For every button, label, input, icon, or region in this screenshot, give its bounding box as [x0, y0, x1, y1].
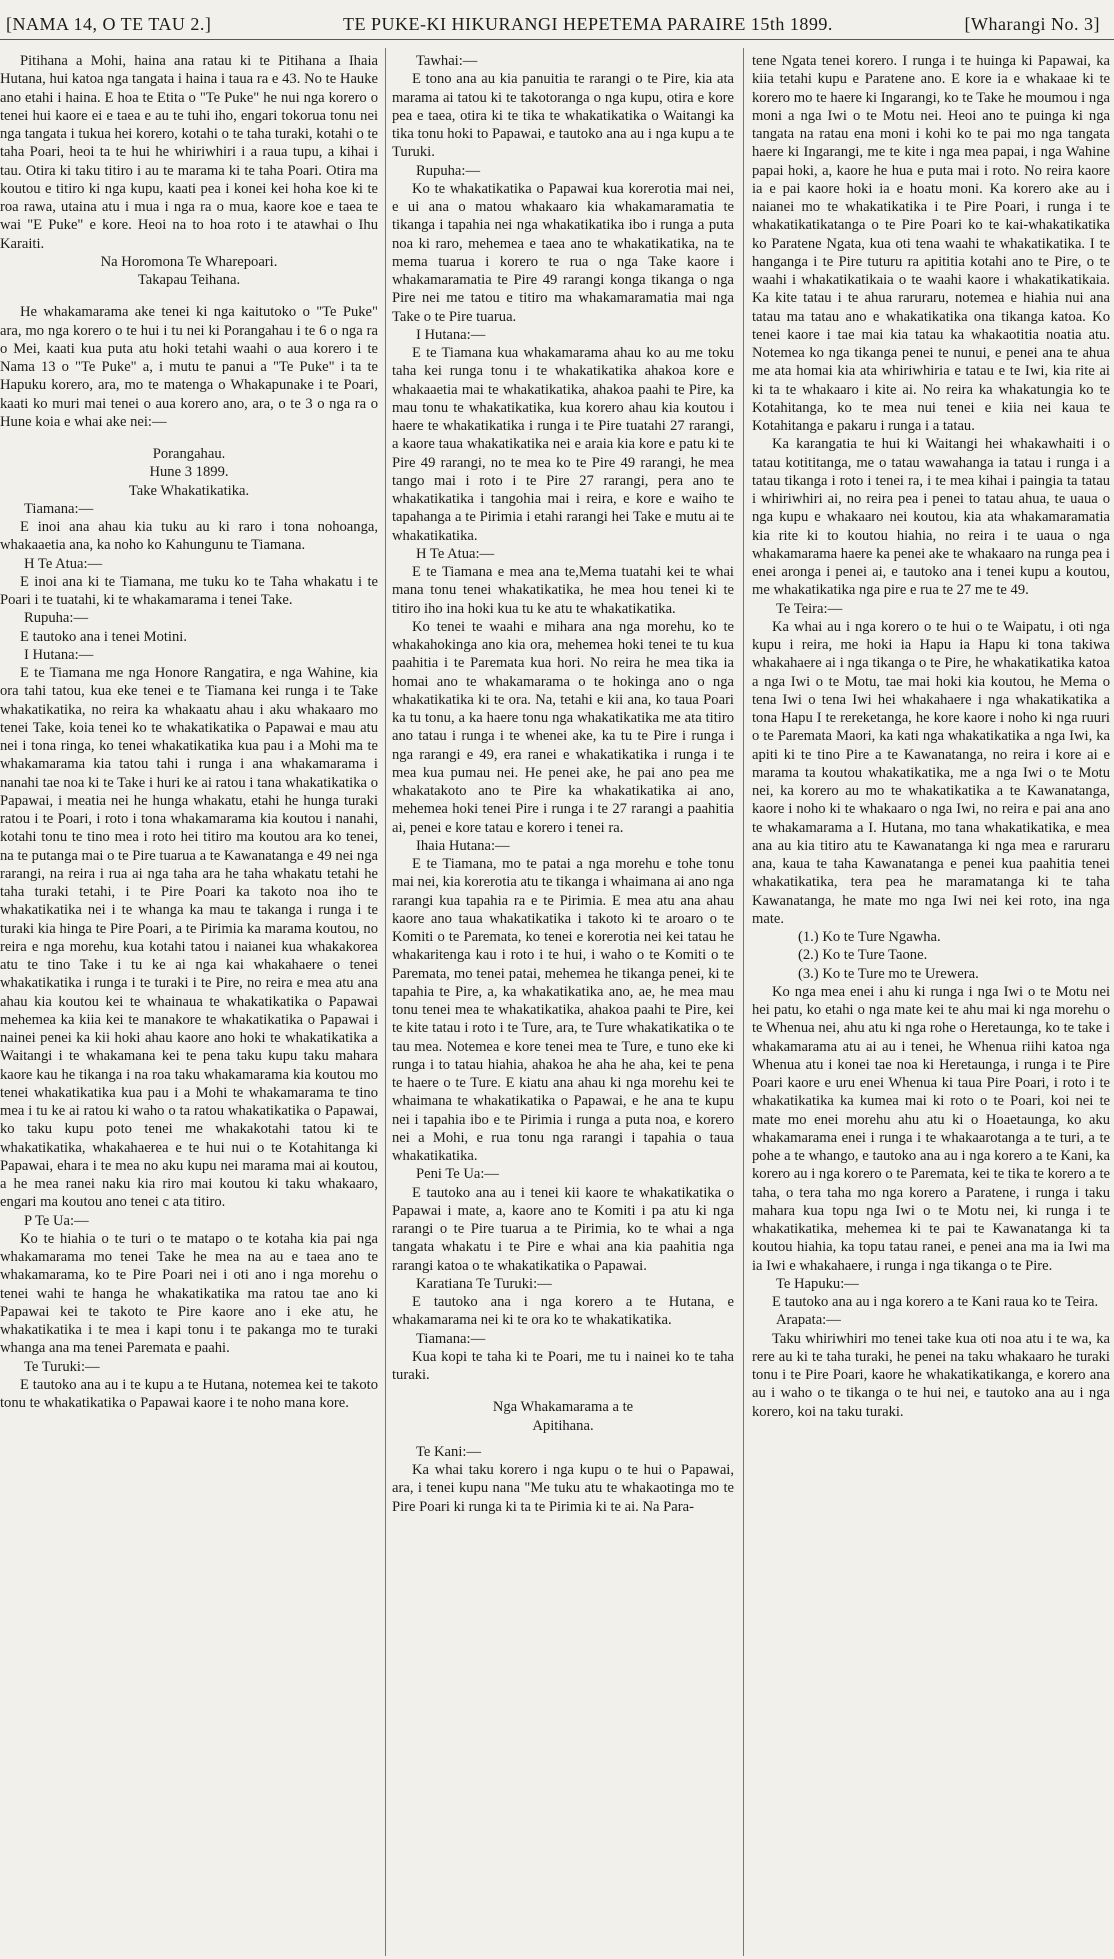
- speaker-heading: Tiamana:—: [24, 500, 94, 517]
- page-header: [0, 0, 1114, 40]
- issue-number: [NAMA 14, O TE TAU 2.]: [6, 14, 212, 34]
- page-number: [Wharangi No. 3]: [964, 14, 1100, 34]
- column-3: [752, 52, 1110, 1957]
- signature: Takapau Teihana.: [137, 272, 241, 288]
- section-heading: Take Whakatikatika.: [128, 482, 250, 499]
- paragraph: E tono ana au kia panuitia te rarangi o te Pire, kia ata marama ai tatou ki te takotoranga o nga kupu, otira e kore pea e taea, otira ki te tika te whakatikatika o Waitangi ka tika tonu hoki to Papawai, e tautoko ana au i nga kupu a te Turuki.: [392, 71, 734, 161]
- spacer: [0, 431, 378, 445]
- speaker-heading: Te Turuki:—: [24, 1358, 100, 1375]
- paragraph: E tautoko ana au i nga korero a te Kani raua ko te Teira.: [772, 1294, 1099, 1310]
- paragraph: E te Tiamana kua whakamarama ahau ko au me toku taha kei runga tonu i te whakatikatika ahakoa kore e whakaaetia mai te whakatikatika, ahakoa paahi te Pire, ka mau tonu te whakatikatika, kua korero ahau kia koutou i haere te whakatikatika i runga i te Pire tuatahi 27 rarangi, a kaore taua whakatikatika nei e araia kia kore e patu ki te Pire 49 rarangi, no te mea ko te Pire 49 rarangi, he mea tango mai i roto i te Pire 27 rarangi, pera ano te whakatikatika i tangohia mai i reira, e kore e waiho te tapahanga a te Pirimia i etahi rarangi hei Take e mutu ai te whakatikatika.: [392, 345, 734, 544]
- spacer: [0, 289, 378, 303]
- spacer: [392, 1384, 734, 1398]
- paragraph: Ko te whakatikatika o Papawai kua korerotia mai nei, e ui ana o matou whakaaro kia whakamaramatia te tikanga i tapahia nei nga whakatikatika ibo i runga a puta noa ki raro, mehemea e taea ano te whakatikatika, na te mema tuarua i korero te rua o nga Take kaore i whakamaramatia te Pire 49 rarangi konga tikanga o nga Pire nei me tatou e titiro ma whakamaramatia mai nga Take o te Pire tuarua.: [392, 180, 734, 325]
- paragraph: Ko te hiahia o te turi o te matapo o te kotaha kia pai nga whakamarama mo tenei Take he mea na au e taea ano te whakamarama, ko te Pire Poari nei i oti ano i nga morehu o tenei wahi te hanga he whakatikatika ma ratou tae ano ki Papawai kei te takoto te Pire kaore ano i eke atu, he whakatikatika i te mea i kapi tonu i te pakanga mo te turaki whanga ana ma tenei Paremata e paahi.: [0, 1230, 378, 1357]
- list-item: (3.) Ko te Ture mo te Urewera.: [798, 965, 979, 982]
- speaker-heading: Arapata:—: [776, 1312, 841, 1329]
- paragraph: E te Tiamana, mo te patai a nga morehu e tohe tonu mai nei, kia korerotia atu te tikanga i whaimana ai ano nga rarangi kua tapahia ra e te Pirimia. E mea atu ana ahau kaore ano taua whakatikatika i takoto ki te aroaro o te Komiti o te Paremata, ko tenei e korerotia nei kei tatau he whakaritenga kau i roto i te hui, i waho o te Komiti o te Paremata, mo tenei patai, mehemea he tikanga penei, ki te tapahia te Pire, a, ka whakatikatika ano, ae, he mea mau tonu tenei mea te whakatikatika, ahakoa paahi te Pire, kei te kite tatau i roto i te Ture, ara, te Ture whakatikatika o te tau mea. Notemea e kore tenei mea te Ture, e tuno eke ki runga i to tatau hiahia, ahakoa he aha he aha, kei te pena te haere o te Ture. E kiatu ana ahau ki nga morehu kei te whaimana te whakatikatika o Papawai, e he ana te kupu nei i tapahia ibo e te Pirimia i runga a puta noa, e korero nei a Mohi, e rua tonu nga rarangi i tapahia o taua whakatikatika.: [392, 856, 734, 1164]
- paragraph: Ko nga mea enei i ahu ki runga i nga Iwi o te Motu nei hei patu, ko etahi o nga mate kei te ahu mai ki nga morehu o te Whenua nei, ahu atu ki nga rohe o Heretaunga, ko te take i whakamarama atu ai au i tenei, he Whenua riihi katoa nga Whenua atu i konei tae noa ki Heretaunga, i runga i te Pire Poari kaore e uru enei Whenua ki taua Pire Poari, i roto i te whakatikatika ka kumea mai ki roto o te Poari, koi nei te mate mo enei morehu ahu atu ki o Hoaetaunga, ko aku whakamarama enei i runga i te whakaarotanga a te turi, a te pohe a te whango, e tautoko ana au i nga korero a te Kani, ka korero au i nga korero o te Paremata, kei te tika te korero a te taha, o tera taha mo nga korero a Paratene, i runga i taku mahara kua topu nga Iwi o te Motu nei, ki runga i te whakatikatika, mehemea ki te pai te Kawanatanga ki ta koutou hiahia, ka topu tatau ranei, e penei ana ma ia Iwi ma ia Iwi e whakahaere, i runga i nga tikanga o te Pire.: [752, 983, 1110, 1274]
- paragraph: He whakamarama ake tenei ki nga kaitutoko o "Te Puke" ara, mo nga korero o te hui i tu nei ki Porangahau i te 6 o nga ra o Mei, kaati kua puta atu hoki tetahi waahi o aua korero i te Nama 13 o "Te Puke" a, i mutu te panui a "Te Puke" i ta te Hapuku korero, ara, mo te matenga o Whakapunake i te Poari, kaati ko muri mai tenei o aua korero ano, ara, o te 3 o nga ra o Hune koia e whai ake nei:—: [0, 304, 378, 430]
- section-heading: Apitihana.: [532, 1417, 594, 1434]
- list-item: (2.) Ko te Ture Taone.: [798, 947, 928, 964]
- column-rule: [743, 48, 744, 1956]
- column-2: [392, 52, 734, 1957]
- speaker-heading: I Hutana:—: [24, 646, 94, 663]
- paragraph: Ka whai au i nga korero o te hui o te Waipatu, i oti nga kupu i reira, me hoki ia Hapu ia Hapu ki tona takiwa whakahaere ai i nga tikanga o te Pire, he whakatikatika katoa a nga Iwi o te Motu, tae mai hoki kia koutou, he Mema o tena Iwi o tena Iwi hei whakahaere i nga whakatikatika a tona Hapu I te rereketanga, he kore kaore i noho ki nga ruuri o te Paremata Maori, ka kati nga whakatikatika a nga Iwi, ka apiti ki te tino Pire a te Kawanatanga, no reira i kore ai e marama ta koutou whakatikatika, me a nga Iwi o te Motu nei, ka korero au mo te whakatikatika a te Kawanatanga, kaore i noho ki te whakaaro o nga Iwi, no reira e pai ana ano te whakamarama a I. Hutana, mo tana whakatikatika, e mea ana au kia titiro atu te Kawanatanga ki nga mea e raruraru ana, kaua te taha Kawanatanga e penei kua paahitia tenei whakatikatika, tera pea he maramatanga ki te taha Kawanatanga, he mate mo nga Iwi nei kei roto, ina nga mate.: [752, 618, 1110, 927]
- paragraph: E tautoko ana i nga korero a te Hutana, e whakamarama nei ki te ora ko te whakatikatika.: [392, 1294, 734, 1329]
- section-heading: Hune 3 1899.: [149, 464, 229, 481]
- column-1: [0, 52, 378, 1957]
- speaker-heading: Peni Te Ua:—: [416, 1166, 500, 1183]
- paragraph: Ka karangatia te hui ki Waitangi hei whakawhaiti i o tatau kotititanga, me o tatau wawahanga ia tatau i runga i a tatau tikanga i roto i tenei ra, i te mea kihai i paingia ta tatau i whiriwhiri ai, no reira pea i penei to tatau ahua, te uaua o nga kupu e whakaaro nei koutou, kia ata whakamaramatia kia rite ki to koutou hiahia, no reira i te uaua o nga whakamarama haere ka penei ake te whakaaro na runga pea i enei aronga i penei ai, e tautoko ana i tenei kupu a koutou, me whakatikatika nga pire e rua te 27 me te 49.: [752, 436, 1110, 599]
- speaker-heading: P Te Ua:—: [24, 1212, 89, 1229]
- speaker-heading: Karatiana Te Turuki:—: [416, 1275, 552, 1292]
- paragraph: E tautoko ana au i te kupu a te Hutana, notemea kei te takoto tonu te whakatikatika o Papawai kaore i te noho mana kore.: [0, 1376, 378, 1411]
- section-heading: Porangahau.: [152, 446, 226, 462]
- speaker-heading: Rupuha:—: [416, 162, 481, 179]
- masthead-date: TE PUKE-KI HIKURANGI HEPETEMA PARAIRE 15th 1899.: [343, 14, 833, 34]
- spacer: [392, 1435, 734, 1443]
- signature: Na Horomona Te Wharepoari.: [100, 253, 278, 270]
- paragraph: E tautoko ana au i tenei kii kaore te whakatikatika o Papawai i mate, a, kaore ano te Komiti i pa atu ki nga rarangi o te Pire tuarua a te Pirimia, ko te whai a nga tangata whakatu i te Pire e whai ana kia paahitia nga rarangi katoa o te whakatikatika o Papawai.: [392, 1184, 734, 1274]
- paragraph: Pitihana a Mohi, haina ana ratau ki te Pitihana a Ihaia Hutana, hui katoa nga tangata i haina i taua ra e 43. No te Hauke ano etahi i haina. E hoa te Etita o "Te Puke" he nui nga korero o tenei hui kaore ei e taea e au te tuhi iho, engari tokorua tonu nei nga tangata i tukua hei korero, kotahi o te taha turaki, kotahi o te taha Poari, heoi ta te hui he whiriwhiri i a raua tupu, a kihai i tau. Otira ki taku titiro i au te marama ki te taha Poari. Otira ma koutou e titiro ki nga kupu, kaati pea i konei kei hoha koe ki te roa rawa, utaina atu i mua i nga ra o mua, kaore koe e taea te wai "E Puke" e kore. Heoi na to hoa roto i te atawhai o Ihu Karaiti.: [0, 53, 378, 252]
- speaker-heading: Te Teira:—: [776, 600, 843, 617]
- paragraph: Ko tenei te waahi e mihara ana nga morehu, ko te whakahokinga ano kia ora, mehemea hoki tenei te tu kua paahitia i te Paremata kua hori. No reira he mea tika ia homai ano te whakamarama o te hokinga ano o nga whakatikatika ki te ora. Na, tetahi e kii ana, ko taua Poari ka tu tonu, a ka haere tonu nga whakatikatika me ata titiro ano tatau i runga i te whenei ake, ka tu te Pire i runga i nga rarangi e 49, era ranei e whakatikatika i runga i te mea kua pumau nei. He penei ake, he pai ano pea me whakatakoto ano te Pire ka whakatikatika ai ano, mehemea hoki tenei Pire i runga i te 27 rarangi a paahitia ai, penei e kore tatau e korero i tenei ra.: [392, 618, 734, 836]
- paragraph: E inoi ana ahau kia tuku au ki raro i tona nohoanga, whakaaetia ana, ka noho ko Kahungunu te Tiamana.: [0, 519, 378, 554]
- speaker-heading: H Te Atua:—: [416, 545, 495, 562]
- speaker-heading: Tiamana:—: [416, 1330, 486, 1347]
- list-item: (1.) Ko te Ture Ngawha.: [798, 929, 941, 945]
- paragraph: E te Tiamana e mea ana te,Mema tuatahi kei te whai mana tonu tenei whakatikatika, he mea hou tenei ki te titiro iho ina hoki kua tu ke atu te whakatikatika.: [392, 564, 734, 617]
- section-heading: Nga Whakamarama a te: [492, 1399, 634, 1416]
- paragraph: E inoi ana ki te Tiamana, me tuku ko te Taha whakatu i te Poari i te tuatahi, ki te whakamarama i tenei Take.: [0, 573, 378, 608]
- speaker-heading: Te Hapuku:—: [776, 1275, 859, 1292]
- speaker-heading: H Te Atua:—: [24, 555, 103, 572]
- speaker-heading: I Hutana:—: [416, 326, 486, 343]
- column-rule: [385, 48, 386, 1956]
- speaker-heading: Ihaia Hutana:—: [416, 837, 510, 854]
- speaker-heading: Te Kani:—: [416, 1443, 482, 1460]
- paragraph: Ka whai taku korero i nga kupu o te hui o Papawai, ara, i tenei kupu nana "Me tuku atu te whakaotinga mo te Pire Poari ki runga ki ta te Pirimia ki te ai. Na Para-: [392, 1462, 734, 1515]
- speaker-heading: Rupuha:—: [24, 610, 89, 627]
- speaker-heading: Tawhai:—: [416, 53, 478, 69]
- paragraph: tene Ngata tenei korero. I runga i te huinga ki Papawai, ka kiia tetahi kupu e Paratene ano. E kore ia e whakaae ki te korero mo te haere ki Ingarangi, ko te Take he moumou i nga moni a nga Iwi o te Motu nei. Heoi ano te puinga ki nga tangata na ratau ena moni i kohi ko te pai mo nga tangata haere ki Ingarangi, me te kite i nga mea papai, i nga Wahine papai hoki, a, kaore he hua e puta mai i roto. No reira kaore ia e pai kaore hoki ia e hoatu moni. Ka korero ake au i naianei mo te whakatikatika i te Pire Poari, i runga i te whakatikatikatanga o te Pire Poari ko te kai-whakatikatika ko Paratene Ngata, kua oti tena waahi te whakatikatika. I te hanganga i te Pire tuturu ra apititia kotahi ano te Pire, o te waahi i whakatikatikaia o te waahi kaore i whakatikatikaia. Ka kite tatau i te ahua raruraru, notemea e hiahia nui ana tatau ma tatau ano e whakatikatika ona tikanga katoa. Ko tenei kaore i tae mai kia tatau ka whakaotitia noatia atu. Notemea ko nga tikanga penei te nunui, e penei ana te ahua me ata homai kia ata whiriwhiria e tatau e te Iwi, kia rite ai ki ta te whakaaro i kite ai. No reira ka whakatungia ko te Kotahitanga, ko te mea nui tenei e kiia nei kaua te Kotahitanga e pakaru i runga i a tatau.: [752, 53, 1110, 434]
- paragraph: E tautoko ana i tenei Motini.: [20, 628, 187, 645]
- paragraph: Taku whiriwhiri mo tenei take kua oti noa atu i te wa, ka rere au ki te taha turaki, he penei na taku whakaaro he turaki tonu i te Pire Poari, kaore he whakatikatikanga, e korero ana au i waho o te tikanga o te hui nei, e tautoko ana au i nga korero, koi na taku turaki.: [752, 1330, 1110, 1420]
- paragraph: E te Tiamana me nga Honore Rangatira, e nga Wahine, kia ora tahi tatou, kua eke tenei e te Tiamana kei runga i te Take whakatikatika, no reira ka whakaatu ahau i aku whakaaro mo tenei Take, koia tenei ko te whakatikatika o Papawai e mau atu nei i tona ringa, ko tenei whakatikatika kua pau i a Mohi ma te whakamarama kia tatou tahi i runga i ana whakamarama i nanahi tae noa ki te Take i huri ke ai ratou i tana whakatikatika o Papawai, i meatia nei he hunga whakatu, etahi he hunga turaki ratou i te Poari, i roto i tona whakamarama kia koutou i nanahi, kotahi tonu te tino mea i roto hei titiro ma koutou ara ko tenei, na te putanga mai o te Pire tuarua a te Kawanatanga e 49 nei nga rarangi, na reira i rua ai nga taha ara he taha whakatu tetahi he taha turaki tetahi, i te Pire Poari ka takoto noa iho te whakatikatika nei i te whanga ka mau te takanga i runga i te turaki kia hinga te Pire Poari, a te Pirimia ka marama koutou, no reira e nga morehu, kua kotahi tatou i naianei kua whakakorea atu te tino Take i tu ke ai nga kai whakahaere o tenei whakatikatika i runga i te turaki i te Pire, no reira e mea atu ana ahau kia koutou kei te whainaua te whakatikatika o Papawai mehemea ka kiia kei te manakore te whakatikatika o Papawai i nainei penei ka kii hoki ahau kaore ano hoki te whakatikatika a Waitangi i te whakamana kei te pena taku kupu taku mahara kaore kau he tikanga i na roa taku whakamarama kia koutou mo tenei whakatikatika kua pau i a Mohi te whakamarama te tino mea i tu ke ai ratou ki waho o ta ratou whakatikatika o Papawai, ko taku kupu poto tenei me whakakotahi tatou ki te whakatikatika, whakahaerea e te hui nui o te Kotahitanga ki Papawai, ehara i te mea no aku kupu nei marama mai ai koutou, a he mea ranei naku kia riro mai koutou ki taku whakaaro, engari ma koutou ano tenei c ata titiro.: [0, 665, 378, 1211]
- paragraph: Kua kopi te taha ki te Poari, me tu i nainei ko te taha turaki.: [392, 1348, 734, 1383]
